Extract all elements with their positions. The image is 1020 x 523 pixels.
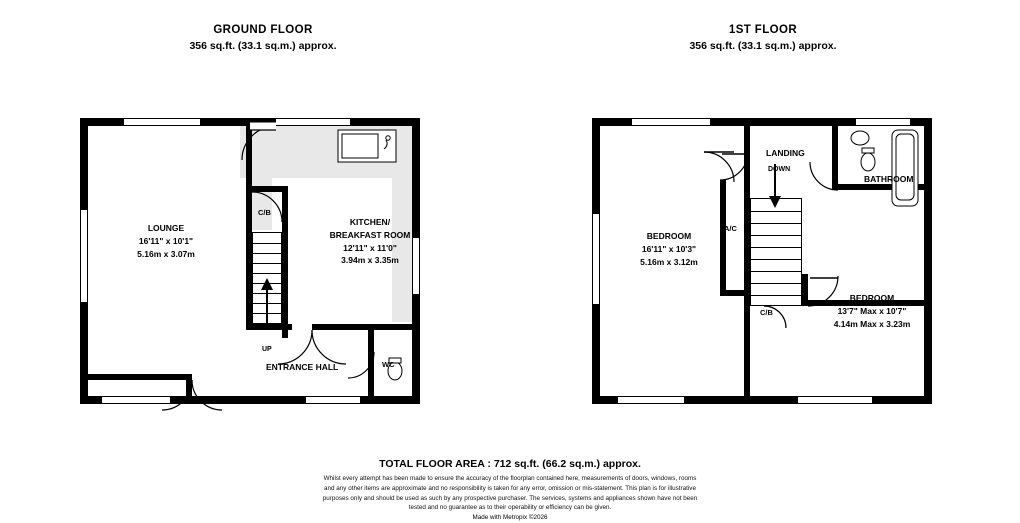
bedroom1-dim-imperial: 16'11" x 10'3" <box>641 243 697 254</box>
first-floor-title-block <box>540 22 986 54</box>
label-bathroom: BATHROOM <box>864 174 914 184</box>
room-label-lounge <box>116 222 216 260</box>
label-cupboard-ground: C/B <box>258 208 271 217</box>
label-stairs-up: UP <box>262 346 272 353</box>
bedroom2-name: BEDROOM <box>849 293 895 303</box>
room-label-kitchen <box>310 216 430 267</box>
lounge-name: LOUNGE <box>147 223 185 233</box>
stair-up-arrow-ground <box>258 276 276 326</box>
ground-floor-title: GROUND FLOOR <box>213 24 313 36</box>
lounge-dim-metric: 5.16m x 3.07m <box>137 248 195 259</box>
total-floor-area: TOTAL FLOOR AREA : 712 sq.ft. (66.2 sq.m.) approx. <box>379 458 641 470</box>
bedroom2-dim-imperial: 13'7" Max x 10'7" <box>837 305 907 316</box>
kitchen-name-line1: KITCHEN/ <box>349 217 391 227</box>
ground-floor-area: 356 sq.ft. (33.1 sq.m.) approx. <box>189 39 337 52</box>
staircase-first <box>750 198 802 306</box>
room-label-bedroom1 <box>610 230 728 268</box>
kitchen-name-line2: BREAKFAST ROOM <box>329 229 411 240</box>
disclaimer-text: Whilst every attempt has been made to ensure the accuracy of the floorplan contained here, measurements of doors, windows, rooms and any other items are approximate and no responsibility is taken for any error, omission or mis-statement. This plan is for illustrative purposes only and should be used as such by any prospective purchaser. The services, systems and appliances shown have not been tested and no guarantee as to their operability or efficiency can be given. <box>322 475 698 512</box>
room-label-bedroom2 <box>806 292 938 330</box>
first-floor-title: 1ST FLOOR <box>728 24 798 36</box>
ground-floor-title-block <box>40 22 486 54</box>
label-stairs-down: DOWN <box>768 166 791 173</box>
kitchen-dim-metric: 3.94m x 3.35m <box>341 255 399 266</box>
label-entrance-hall: ENTRANCE HALL <box>266 362 339 372</box>
first-floor-area: 356 sq.ft. (33.1 sq.m.) approx. <box>689 39 837 52</box>
made-with-credit: Made with Metropix ©2026 <box>472 514 548 521</box>
bedroom2-dim-metric: 4.14m Max x 3.23m <box>833 318 911 329</box>
bedroom1-dim-metric: 5.16m x 3.12m <box>640 256 698 267</box>
label-airing-cupboard: A/C <box>724 224 737 233</box>
ground-floor-plan <box>80 118 420 404</box>
lounge-dim-imperial: 16'11" x 10'1" <box>138 235 194 246</box>
bedroom1-name: BEDROOM <box>646 231 692 241</box>
kitchen-dim-imperial: 12'11" x 11'0" <box>343 242 397 253</box>
first-floor-plan <box>592 118 932 404</box>
label-wc: WC <box>382 360 395 369</box>
label-landing: LANDING <box>766 148 805 158</box>
label-cupboard-first: C/B <box>760 308 773 317</box>
footer-block <box>0 458 1020 521</box>
